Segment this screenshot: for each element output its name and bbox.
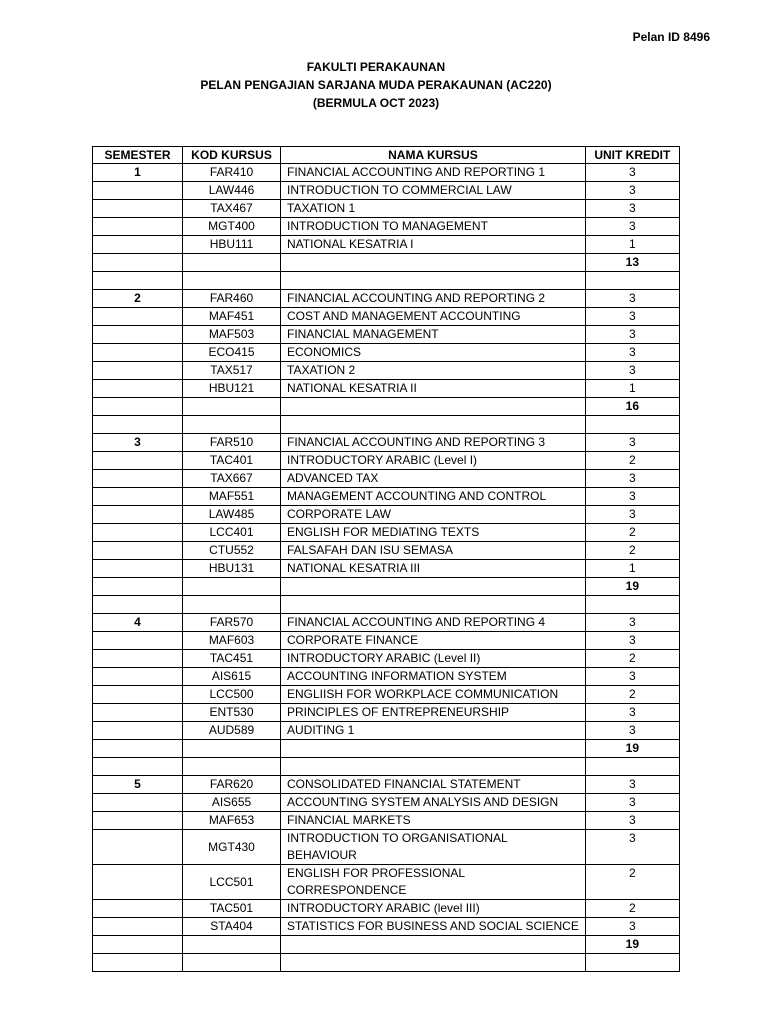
- semester-number: [93, 918, 183, 936]
- empty-cell: [281, 740, 586, 758]
- credit-unit: 2: [585, 650, 679, 668]
- course-name: INTRODUCTORY ARABIC (Level I): [281, 452, 586, 470]
- course-name: MANAGEMENT ACCOUNTING AND CONTROL: [281, 488, 586, 506]
- course-row: [93, 326, 680, 344]
- credit-unit: 3: [585, 308, 679, 326]
- course-name: NATIONAL KESATRIA I: [281, 236, 586, 254]
- course-code: AUD589: [183, 722, 281, 740]
- empty-cell: [183, 578, 281, 596]
- semester-number: [93, 704, 183, 722]
- empty-cell: [585, 416, 679, 434]
- semester-number: [93, 182, 183, 200]
- credit-unit: 3: [585, 812, 679, 830]
- credit-unit: 2: [585, 900, 679, 918]
- course-name: PRINCIPLES OF ENTREPRENEURSHIP: [281, 704, 586, 722]
- credit-unit: 2: [585, 542, 679, 560]
- credit-unit: 3: [585, 326, 679, 344]
- empty-cell: [183, 416, 281, 434]
- empty-cell: [281, 416, 586, 434]
- course-row: [93, 380, 680, 398]
- course-name: FINANCIAL ACCOUNTING AND REPORTING 4: [281, 614, 586, 632]
- course-code: TAC401: [183, 452, 281, 470]
- credit-unit: 3: [585, 344, 679, 362]
- course-code: LCC401: [183, 524, 281, 542]
- course-code: ENT530: [183, 704, 281, 722]
- credit-unit: 3: [585, 668, 679, 686]
- semester-number: [93, 506, 183, 524]
- semester-number: [93, 308, 183, 326]
- empty-cell: [281, 596, 586, 614]
- header-course-code: KOD KURSUS: [183, 147, 281, 164]
- course-row: [93, 686, 680, 704]
- semester-number: [93, 470, 183, 488]
- course-name: STATISTICS FOR BUSINESS AND SOCIAL SCIENCE: [281, 918, 586, 936]
- course-row: [93, 632, 680, 650]
- course-code: HBU131: [183, 560, 281, 578]
- course-name: INTRODUCTION TO COMMERCIAL LAW: [281, 182, 586, 200]
- course-name: FINANCIAL MARKETS: [281, 812, 586, 830]
- course-row: [93, 182, 680, 200]
- header-credit-unit: UNIT KREDIT: [585, 147, 679, 164]
- credit-unit: 3: [585, 488, 679, 506]
- semester-number: 5: [93, 776, 183, 794]
- course-code: FAR410: [183, 164, 281, 182]
- course-row: [93, 308, 680, 326]
- semester-total-credits: 19: [585, 936, 679, 954]
- semester-number: 3: [93, 434, 183, 452]
- empty-cell: [281, 936, 586, 954]
- course-row: [93, 236, 680, 254]
- course-name: ECONOMICS: [281, 344, 586, 362]
- semester-number: [93, 542, 183, 560]
- course-row: [93, 560, 680, 578]
- course-code: AIS655: [183, 794, 281, 812]
- course-row: [93, 452, 680, 470]
- course-code: STA404: [183, 918, 281, 936]
- course-row: [93, 830, 680, 865]
- course-row: [93, 668, 680, 686]
- empty-cell: [585, 272, 679, 290]
- credit-unit: 3: [585, 182, 679, 200]
- course-name: FINANCIAL MANAGEMENT: [281, 326, 586, 344]
- credit-unit: 3: [585, 614, 679, 632]
- semester-number: [93, 362, 183, 380]
- spacer-row: [93, 954, 680, 972]
- course-name: CONSOLIDATED FINANCIAL STATEMENT: [281, 776, 586, 794]
- course-name: FALSAFAH DAN ISU SEMASA: [281, 542, 586, 560]
- semester-number: 2: [93, 290, 183, 308]
- course-code: TAX467: [183, 200, 281, 218]
- semester-number: 4: [93, 614, 183, 632]
- semester-number: [93, 524, 183, 542]
- course-name: AUDITING 1: [281, 722, 586, 740]
- empty-cell: [93, 254, 183, 272]
- credit-unit: 2: [585, 865, 679, 900]
- plan-id: Pelan ID 8496: [632, 30, 710, 44]
- empty-cell: [585, 758, 679, 776]
- semester-number: [93, 794, 183, 812]
- course-code: FAR620: [183, 776, 281, 794]
- course-name: INTRODUCTORY ARABIC (level III): [281, 900, 586, 918]
- credit-unit: 3: [585, 362, 679, 380]
- header-semester: SEMESTER: [93, 147, 183, 164]
- empty-cell: [93, 758, 183, 776]
- semester-total-row: [93, 254, 680, 272]
- course-name: CORPORATE FINANCE: [281, 632, 586, 650]
- semester-number: [93, 380, 183, 398]
- course-row: [93, 164, 680, 182]
- credit-unit: 1: [585, 236, 679, 254]
- table-header-row: [93, 147, 680, 164]
- credit-unit: 2: [585, 524, 679, 542]
- course-name: ENGLIISH FOR WORKPLACE COMMUNICATION: [281, 686, 586, 704]
- course-row: [93, 918, 680, 936]
- semester-number: [93, 326, 183, 344]
- course-code: LAW485: [183, 506, 281, 524]
- course-row: [93, 200, 680, 218]
- course-code: LAW446: [183, 182, 281, 200]
- credit-unit: 3: [585, 776, 679, 794]
- faculty-title: FAKULTI PERAKAUNAN: [306, 60, 446, 74]
- course-code: CTU552: [183, 542, 281, 560]
- course-code: AIS615: [183, 668, 281, 686]
- semester-number: [93, 830, 183, 865]
- course-code: TAX517: [183, 362, 281, 380]
- spacer-row: [93, 416, 680, 434]
- course-row: [93, 776, 680, 794]
- course-code: FAR570: [183, 614, 281, 632]
- course-row: [93, 900, 680, 918]
- course-name: ENGLISH FOR MEDIATING TEXTS: [281, 524, 586, 542]
- course-name: ACCOUNTING INFORMATION SYSTEM: [281, 668, 586, 686]
- course-name: ADVANCED TAX: [281, 470, 586, 488]
- semester-number: [93, 900, 183, 918]
- study-plan-table: [92, 146, 680, 972]
- header-course-name: NAMA KURSUS: [281, 147, 586, 164]
- course-code: MAF603: [183, 632, 281, 650]
- semester-number: [93, 668, 183, 686]
- course-row: [93, 362, 680, 380]
- course-name: ACCOUNTING SYSTEM ANALYSIS AND DESIGN: [281, 794, 586, 812]
- course-row: [93, 614, 680, 632]
- empty-cell: [183, 954, 281, 972]
- empty-cell: [281, 954, 586, 972]
- course-code: HBU121: [183, 380, 281, 398]
- course-row: [93, 865, 680, 900]
- empty-cell: [93, 398, 183, 416]
- credit-unit: 3: [585, 632, 679, 650]
- empty-cell: [183, 740, 281, 758]
- empty-cell: [183, 398, 281, 416]
- empty-cell: [183, 758, 281, 776]
- course-name: ENGLISH FOR PROFESSIONAL CORRESPONDENCE: [281, 865, 586, 900]
- empty-cell: [93, 272, 183, 290]
- course-row: [93, 704, 680, 722]
- spacer-row: [93, 758, 680, 776]
- empty-cell: [281, 398, 586, 416]
- empty-cell: [183, 936, 281, 954]
- empty-cell: [281, 272, 586, 290]
- credit-unit: 3: [585, 434, 679, 452]
- empty-cell: [585, 954, 679, 972]
- course-code: LCC500: [183, 686, 281, 704]
- document-titles: [0, 58, 752, 112]
- semester-number: [93, 344, 183, 362]
- course-row: [93, 524, 680, 542]
- empty-cell: [93, 740, 183, 758]
- course-row: [93, 434, 680, 452]
- credit-unit: 3: [585, 830, 679, 865]
- credit-unit: 3: [585, 794, 679, 812]
- semester-total-row: [93, 578, 680, 596]
- empty-cell: [183, 254, 281, 272]
- credit-unit: 3: [585, 218, 679, 236]
- semester-total-row: [93, 936, 680, 954]
- course-row: [93, 812, 680, 830]
- semester-number: [93, 236, 183, 254]
- course-code: ECO415: [183, 344, 281, 362]
- course-code: MAF653: [183, 812, 281, 830]
- course-row: [93, 650, 680, 668]
- course-row: [93, 488, 680, 506]
- empty-cell: [93, 954, 183, 972]
- semester-number: [93, 488, 183, 506]
- semester-number: [93, 865, 183, 900]
- credit-unit: 1: [585, 380, 679, 398]
- course-row: [93, 470, 680, 488]
- course-name: NATIONAL KESATRIA II: [281, 380, 586, 398]
- course-code: MGT400: [183, 218, 281, 236]
- program-title: PELAN PENGAJIAN SARJANA MUDA PERAKAUNAN (AC220): [200, 78, 552, 92]
- empty-cell: [281, 254, 586, 272]
- credit-unit: 3: [585, 704, 679, 722]
- start-date-title: (BERMULA OCT 2023): [312, 96, 440, 110]
- semester-number: [93, 218, 183, 236]
- empty-cell: [93, 578, 183, 596]
- semester-number: [93, 632, 183, 650]
- credit-unit: 3: [585, 164, 679, 182]
- semester-number: [93, 200, 183, 218]
- semester-number: [93, 812, 183, 830]
- semester-total-row: [93, 398, 680, 416]
- empty-cell: [93, 936, 183, 954]
- course-code: TAX667: [183, 470, 281, 488]
- credit-unit: 2: [585, 686, 679, 704]
- course-name: NATIONAL KESATRIA III: [281, 560, 586, 578]
- course-name: FINANCIAL ACCOUNTING AND REPORTING 2: [281, 290, 586, 308]
- course-row: [93, 794, 680, 812]
- course-name: COST AND MANAGEMENT ACCOUNTING: [281, 308, 586, 326]
- semester-number: [93, 560, 183, 578]
- course-code: FAR460: [183, 290, 281, 308]
- empty-cell: [281, 578, 586, 596]
- empty-cell: [183, 272, 281, 290]
- empty-cell: [585, 596, 679, 614]
- course-row: [93, 506, 680, 524]
- course-name: INTRODUCTION TO ORGANISATIONAL BEHAVIOUR: [281, 830, 586, 865]
- semester-number: [93, 686, 183, 704]
- course-name: INTRODUCTORY ARABIC (Level II): [281, 650, 586, 668]
- course-row: [93, 218, 680, 236]
- course-name: TAXATION 2: [281, 362, 586, 380]
- semester-total-credits: 19: [585, 578, 679, 596]
- course-code: FAR510: [183, 434, 281, 452]
- semester-number: [93, 722, 183, 740]
- course-code: TAC501: [183, 900, 281, 918]
- course-name: CORPORATE LAW: [281, 506, 586, 524]
- course-code: TAC451: [183, 650, 281, 668]
- course-name: INTRODUCTION TO MANAGEMENT: [281, 218, 586, 236]
- course-row: [93, 722, 680, 740]
- spacer-row: [93, 596, 680, 614]
- course-name: FINANCIAL ACCOUNTING AND REPORTING 1: [281, 164, 586, 182]
- course-code: MAF551: [183, 488, 281, 506]
- credit-unit: 3: [585, 722, 679, 740]
- course-row: [93, 290, 680, 308]
- semester-number: [93, 650, 183, 668]
- semester-total-row: [93, 740, 680, 758]
- semester-total-credits: 19: [585, 740, 679, 758]
- credit-unit: 3: [585, 918, 679, 936]
- credit-unit: 3: [585, 200, 679, 218]
- semester-number: [93, 452, 183, 470]
- table-body: [93, 164, 680, 972]
- empty-cell: [281, 758, 586, 776]
- credit-unit: 3: [585, 506, 679, 524]
- credit-unit: 2: [585, 452, 679, 470]
- course-code: LCC501: [183, 865, 281, 900]
- spacer-row: [93, 272, 680, 290]
- credit-unit: 1: [585, 560, 679, 578]
- credit-unit: 3: [585, 470, 679, 488]
- semester-number: 1: [93, 164, 183, 182]
- course-row: [93, 344, 680, 362]
- empty-cell: [93, 596, 183, 614]
- course-name: TAXATION 1: [281, 200, 586, 218]
- course-code: MAF503: [183, 326, 281, 344]
- semester-total-credits: 13: [585, 254, 679, 272]
- course-name: FINANCIAL ACCOUNTING AND REPORTING 3: [281, 434, 586, 452]
- empty-cell: [183, 596, 281, 614]
- credit-unit: 3: [585, 290, 679, 308]
- course-row: [93, 542, 680, 560]
- empty-cell: [93, 416, 183, 434]
- course-code: HBU111: [183, 236, 281, 254]
- semester-total-credits: 16: [585, 398, 679, 416]
- course-code: MAF451: [183, 308, 281, 326]
- course-code: MGT430: [183, 830, 281, 865]
